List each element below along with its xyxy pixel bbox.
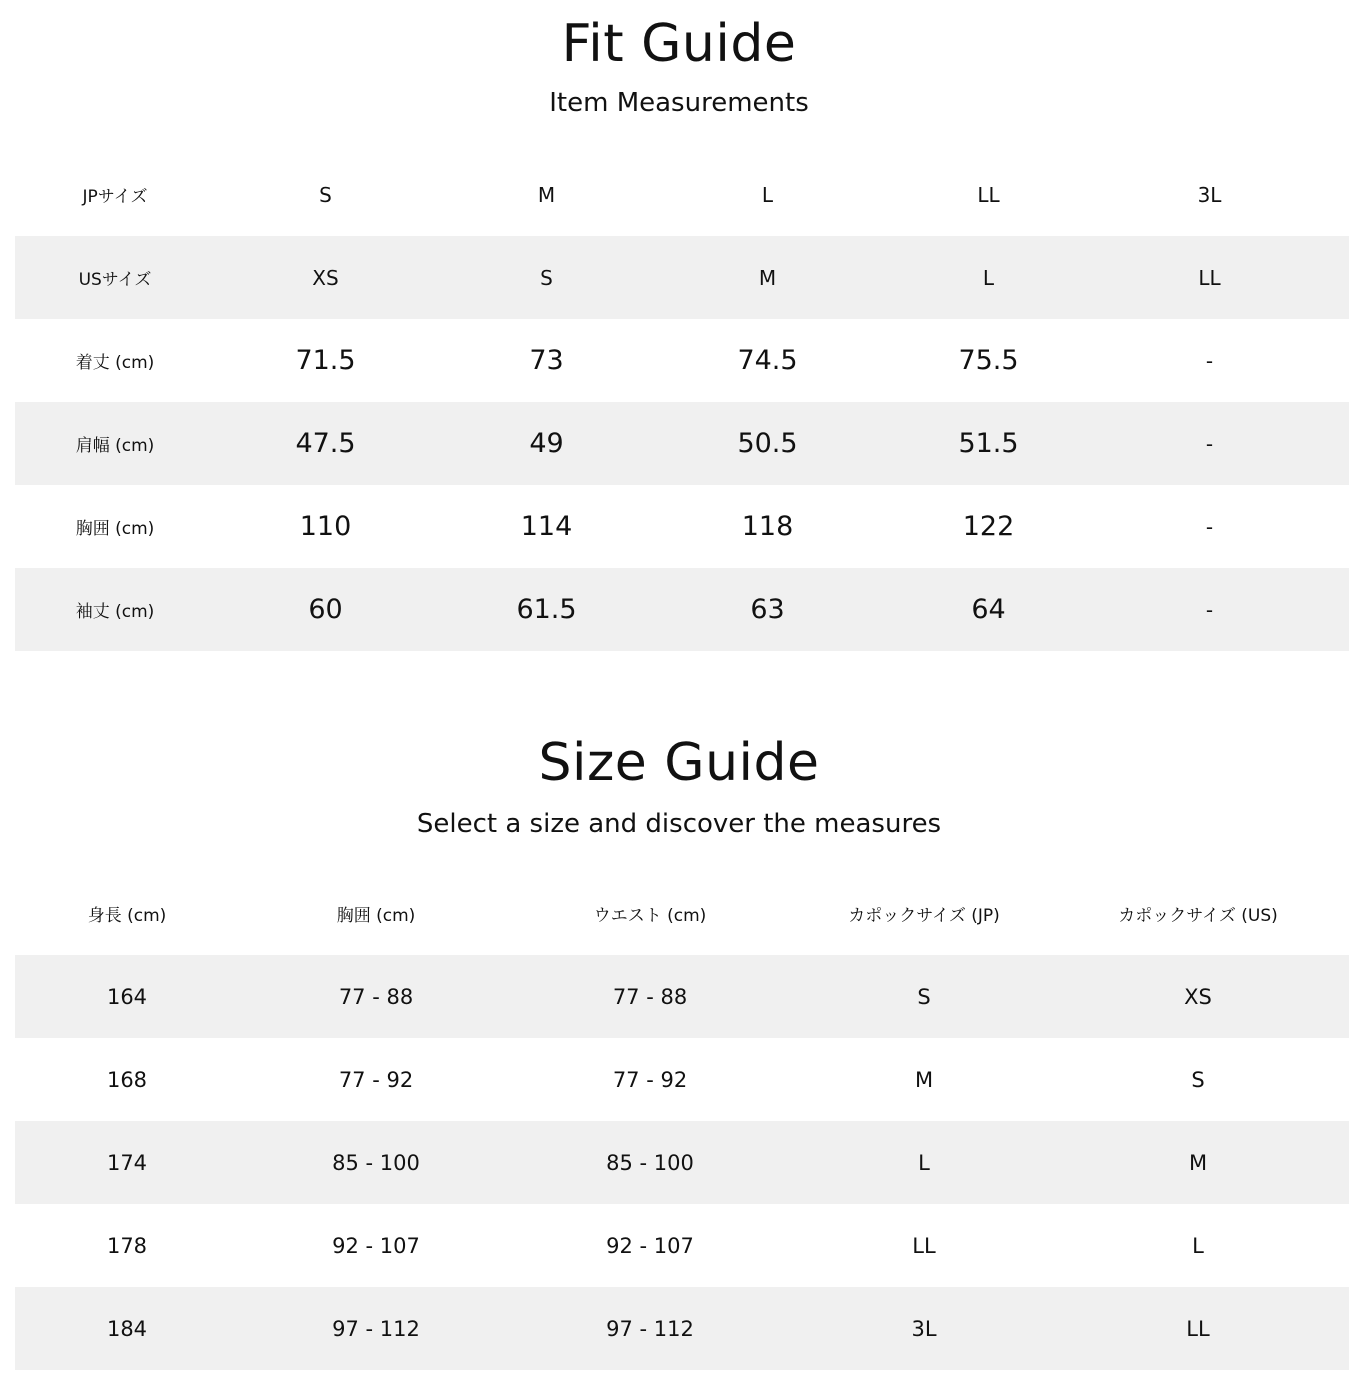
cell: 50.5 (737, 428, 798, 459)
cell: 51.5 (958, 428, 1019, 459)
cell: XS (312, 265, 339, 290)
cell: XS (1184, 984, 1212, 1009)
cell: L (982, 265, 995, 290)
cell: 61.5 (516, 594, 577, 625)
column-header: 胸囲 (cm) (336, 906, 416, 926)
table-row (15, 1287, 1349, 1370)
cell: 114 (520, 511, 573, 542)
cell: LL (977, 182, 1000, 207)
cell: 97 - 112 (332, 1316, 420, 1341)
cell: M (758, 265, 777, 290)
cell: 164 (106, 984, 148, 1009)
cell: M (537, 182, 556, 207)
column-header: カポックサイズ (JP) (848, 906, 1000, 926)
cell: L (1192, 1233, 1204, 1258)
cell: 75.5 (958, 345, 1019, 376)
cell: L (761, 182, 774, 207)
cell: 74.5 (737, 345, 798, 376)
cell: 168 (106, 1067, 148, 1092)
fit-row-jp-size (15, 153, 1349, 236)
cell: 77 - 88 (338, 984, 414, 1009)
cell: L (918, 1150, 930, 1175)
cell: LL (1186, 1316, 1210, 1341)
table-row (15, 955, 1349, 1038)
size-table-header (15, 872, 1349, 955)
cell: 63 (750, 594, 785, 625)
fit-row-chest (15, 485, 1349, 568)
cell: 49 (529, 428, 564, 459)
row-label: JPサイズ (82, 187, 148, 207)
cell: M (914, 1067, 934, 1092)
row-label: 袖丈 (cm) (75, 602, 155, 622)
size-guide-subtitle: Select a size and discover the measures (416, 809, 942, 839)
cell: 92 - 107 (332, 1233, 420, 1258)
row-label: 肩幅 (cm) (75, 436, 155, 456)
cell: 174 (106, 1150, 148, 1175)
fit-row-us-size (15, 236, 1349, 319)
cell: S (917, 984, 931, 1009)
cell: 77 - 92 (338, 1067, 414, 1092)
table-row (15, 1121, 1349, 1204)
cell: 73 (529, 345, 564, 376)
column-header: 身長 (cm) (87, 906, 167, 926)
cell: 178 (106, 1233, 148, 1258)
row-label: 胸囲 (cm) (75, 519, 155, 539)
size-guide-table (15, 872, 1349, 1370)
row-label: USサイズ (78, 270, 152, 290)
cell: 71.5 (295, 345, 356, 376)
cell: 97 - 112 (606, 1316, 694, 1341)
cell: 64 (971, 594, 1006, 625)
cell: 184 (106, 1316, 148, 1341)
fit-row-sleeve (15, 568, 1349, 651)
cell: M (1188, 1150, 1208, 1175)
cell: 60 (308, 594, 343, 625)
cell: 77 - 88 (612, 984, 688, 1009)
cell: S (1191, 1067, 1205, 1092)
cell: 92 - 107 (606, 1233, 694, 1258)
cell: LL (912, 1233, 936, 1258)
cell: 85 - 100 (332, 1150, 420, 1175)
cell: 110 (299, 511, 352, 542)
cell: 85 - 100 (606, 1150, 694, 1175)
cell: - (1205, 348, 1214, 373)
cell: - (1205, 597, 1214, 622)
fit-guide-subtitle: Item Measurements (549, 88, 809, 118)
cell: - (1205, 431, 1214, 456)
table-row (15, 1204, 1349, 1287)
cell: LL (1198, 265, 1221, 290)
column-header: カポックサイズ (US) (1118, 906, 1278, 926)
column-header: ウエスト (cm) (593, 906, 707, 926)
table-row (15, 1038, 1349, 1121)
cell: - (1205, 514, 1214, 539)
fit-row-shoulder (15, 402, 1349, 485)
cell: 3L (911, 1316, 937, 1341)
row-label: 着丈 (cm) (75, 353, 155, 373)
cell: 77 - 92 (612, 1067, 688, 1092)
size-guide-title: Size Guide (538, 733, 820, 793)
cell: 122 (962, 511, 1015, 542)
cell: 47.5 (295, 428, 356, 459)
cell: S (540, 265, 553, 290)
cell: S (319, 182, 332, 207)
cell: 118 (741, 511, 794, 542)
fit-row-length (15, 319, 1349, 402)
cell: 3L (1197, 182, 1222, 207)
fit-guide-table (15, 153, 1349, 651)
fit-guide-title: Fit Guide (561, 14, 797, 74)
